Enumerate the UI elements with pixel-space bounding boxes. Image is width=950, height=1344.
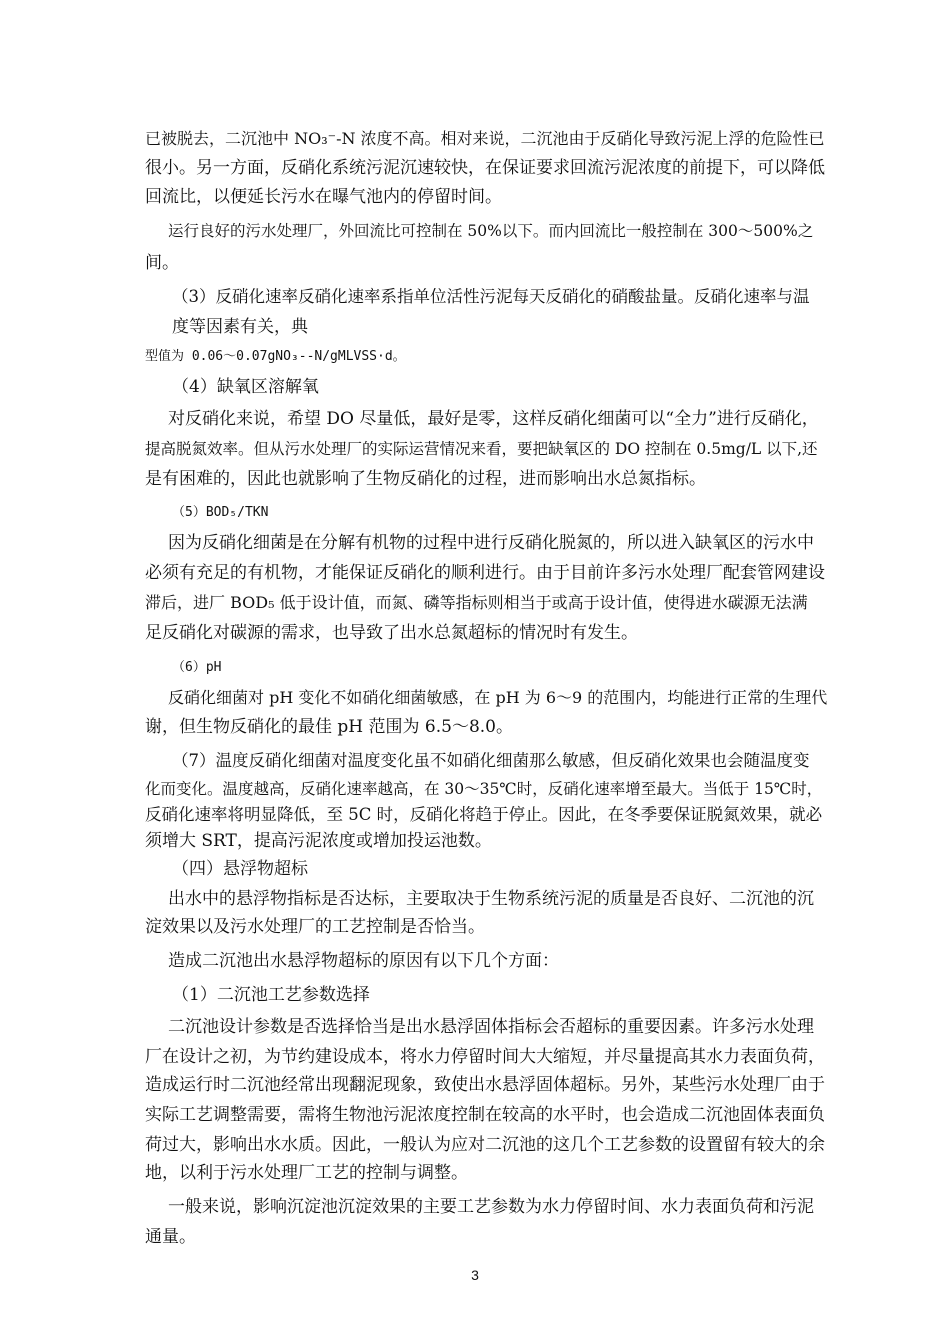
- text-line: 必须有充足的有机物，才能保证反硝化的顺利进行。由于目前许多污水处理厂配套管网建设: [145, 563, 825, 583]
- text-line: 很小。另一方面，反硝化系统污泥沉速较快，在保证要求回流污泥浓度的前提下，可以降低: [145, 158, 825, 178]
- text-line: 提高脱氮效率。但从污水处理厂的实际运营情况来看，要把缺氧区的 DO 控制在 0.5mg/L 以下,还: [145, 440, 818, 458]
- text-line: 通量。: [145, 1227, 196, 1247]
- text-line: 地，以利于污水处理厂工艺的控制与调整。: [145, 1163, 468, 1183]
- section-heading: （四）悬浮物超标: [172, 859, 308, 879]
- text-line: 造成运行时二沉池经常出现翻泥现象，致使出水悬浮固体超标。另外，某些污水处理厂由于: [145, 1075, 825, 1095]
- section-heading: （6）pH: [172, 660, 222, 675]
- text-line: 运行良好的污水处理厂，外回流比可控制在 50%以下。而内回流比一般控制在 300～500%之: [168, 222, 814, 240]
- text-line: 实际工艺调整需要，需将生物池污泥浓度控制在较高的水平时，也会造成二沉池固体表面负: [145, 1105, 825, 1125]
- text-line: 须增大 SRT，提高污泥浓度或增加投运池数。: [145, 831, 492, 851]
- text-line: 对反硝化来说，希望 DO 尽量低，最好是零，这样反硝化细菌可以“全力”进行反硝化，: [168, 409, 819, 429]
- text-line: 谢，但生物反硝化的最佳 pH 范围为 6.5～8.0。: [145, 717, 513, 737]
- text-line: 因为反硝化细菌是在分解有机物的过程中进行反硝化脱氮的，所以进入缺氧区的污水中: [168, 533, 814, 553]
- text-line: 足反硝化对碳源的需求，也导致了出水总氮超标的情况时有发生。: [145, 623, 638, 643]
- text-line: 回流比，以便延长污水在曝气池内的停留时间。: [145, 187, 502, 207]
- page-number: 3: [471, 1267, 479, 1283]
- text-line: 一般来说，影响沉淀池沉淀效果的主要工艺参数为水力停留时间、水力表面负荷和污泥: [168, 1197, 814, 1217]
- text-line: 造成二沉池出水悬浮物超标的原因有以下几个方面：: [168, 951, 559, 971]
- text-line: 反硝化速率将明显降低，至 5C 时，反硝化将趋于停止。因此，在冬季要保证脱氮效果，就必: [145, 805, 823, 824]
- text-line: （3）反硝化速率反硝化速率系指单位活性污泥每天反硝化的硝酸盐量。反硝化速率与温: [172, 287, 810, 306]
- text-line: 出水中的悬浮物指标是否达标，主要取决于生物系统污泥的质量是否良好、二沉池的沉: [168, 889, 814, 909]
- text-line: 已被脱去，二沉池中 NO₃⁻-N 浓度不高。相对来说，二沉池由于反硝化导致污泥上浮的危险性已: [145, 129, 825, 148]
- text-line: 间。: [145, 253, 179, 273]
- section-heading: （5）BOD₅/TKN: [172, 505, 269, 520]
- text-line: 滞后，进厂 BOD₅ 低于设计值，而氮、磷等指标则相当于或高于设计值，使得进水碳源无法满: [145, 593, 808, 612]
- text-line: 型值为 0.06～0.07gNO₃--N/gMLVSS·d。: [145, 349, 406, 364]
- text-line: 化而变化。温度越高，反硝化速率越高，在 30～35℃时，反硝化速率增至最大。当低于 15℃时，: [145, 780, 823, 798]
- text-line: 反硝化细菌对 pH 变化不如硝化细菌敏感，在 pH 为 6～9 的范围内，均能进行正常的生理代: [168, 688, 828, 707]
- text-line: 荷过大，影响出水水质。因此，一般认为应对二沉池的这几个工艺参数的设置留有较大的余: [145, 1135, 825, 1155]
- text-line: 厂在设计之初，为节约建设成本，将水力停留时间大大缩短，并尽量提高其水力表面负荷，: [145, 1047, 825, 1067]
- section-heading: （4）缺氧区溶解氧: [172, 377, 319, 397]
- text-line: 二沉池设计参数是否选择恰当是出水悬浮固体指标会否超标的重要因素。许多污水处理: [168, 1017, 814, 1037]
- text-line: 度等因素有关，典: [172, 317, 308, 337]
- text-line: 是有困难的，因此也就影响了生物反硝化的过程，进而影响出水总氮指标。: [145, 469, 706, 489]
- section-heading: （1）二沉池工艺参数选择: [172, 985, 370, 1005]
- text-line: （7）温度反硝化细菌对温度变化虽不如硝化细菌那么敏感，但反硝化效果也会随温度变: [172, 751, 810, 770]
- text-line: 淀效果以及污水处理厂的工艺控制是否恰当。: [145, 917, 485, 937]
